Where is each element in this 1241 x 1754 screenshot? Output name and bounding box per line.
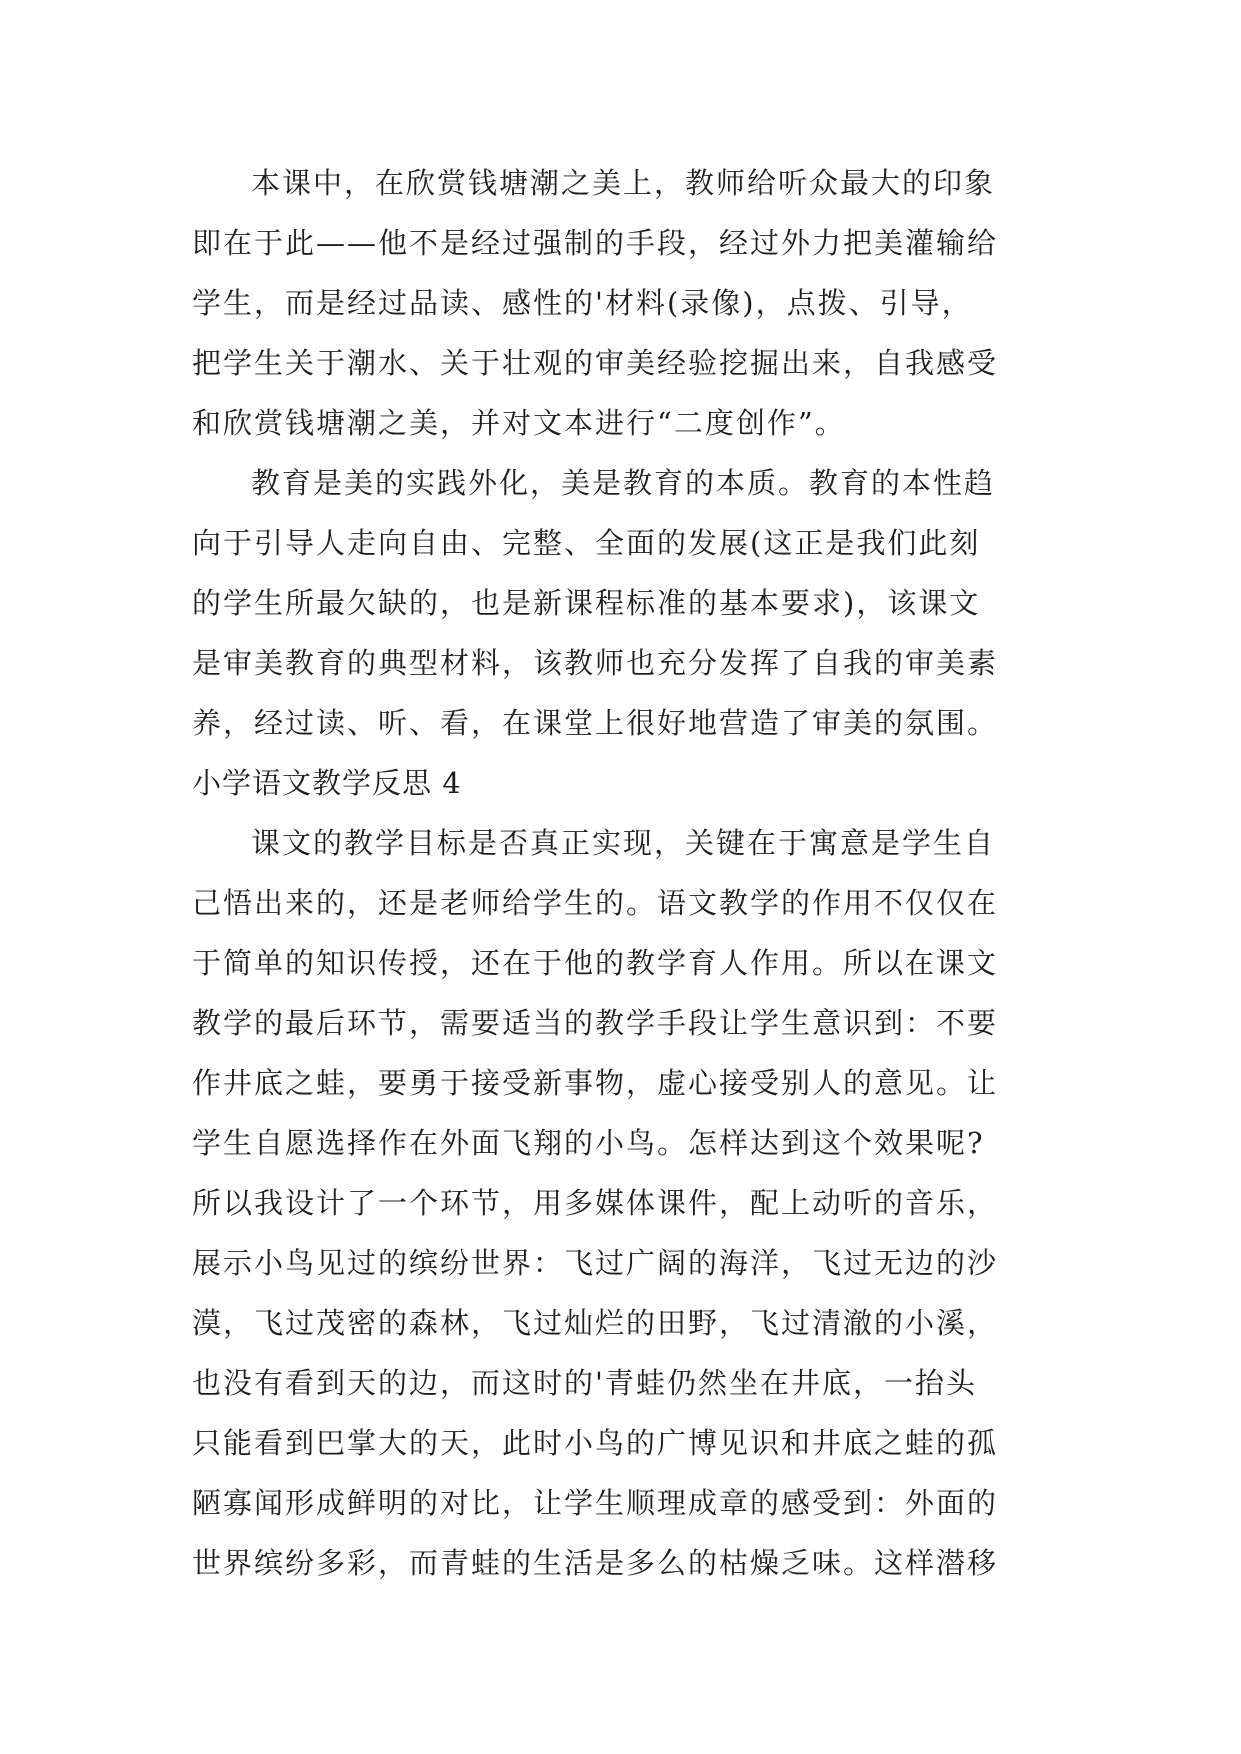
- paragraph-3-line-8: 展示小鸟见过的缤纷世界：飞过广阔的海洋，飞过无边的沙: [192, 1246, 999, 1280]
- paragraph-2-line-4: 是审美教育的典型材料，该教师也充分发挥了自我的审美素: [192, 646, 999, 680]
- paragraph-2-line-1: 教育是美的实践外化，美是教育的本质。教育的本性趋: [251, 466, 996, 500]
- paragraph-3-line-3: 于简单的知识传授，还在于他的教学育人作用。所以在课文: [192, 946, 999, 980]
- paragraph-1-line-2: 即在于此——他不是经过强制的手段，经过外力把美灌输给: [192, 226, 999, 260]
- paragraph-2-line-3: 的学生所最欠缺的，也是新课程标准的基本要求)，该课文: [192, 586, 981, 620]
- paragraph-1-line-4: 把学生关于潮水、关于壮观的审美经验挖掘出来，自我感受: [192, 346, 999, 380]
- paragraph-3-line-9: 漠，飞过茂密的森林，飞过灿烂的田野，飞过清澈的小溪，: [192, 1306, 999, 1340]
- paragraph-3-line-10: 也没有看到天的边，而这时的'青蛙仍然坐在井底，一抬头: [192, 1366, 977, 1400]
- paragraph-1-line-3: 学生，而是经过品读、感性的'材料(录像)，点拨、引导，: [192, 286, 973, 320]
- paragraph-3-line-2: 己悟出来的，还是老师给学生的。语文教学的作用不仅仅在: [192, 886, 999, 920]
- paragraph-3-line-5: 作井底之蛙，要勇于接受新事物，虚心接受别人的意见。让: [192, 1066, 999, 1100]
- paragraph-1-line-5: 和欣赏钱塘潮之美，并对文本进行“二度创作”。: [192, 406, 846, 440]
- paragraph-2-line-5: 养，经过读、听、看，在课堂上很好地营造了审美的氛围。: [192, 706, 999, 740]
- paragraph-3-line-1: 课文的教学目标是否真正实现，关键在于寓意是学生自: [251, 826, 996, 860]
- paragraph-2-line-2: 向于引导人走向自由、完整、全面的发展(这正是我们此刻: [192, 526, 981, 560]
- paragraph-3-line-4: 教学的最后环节，需要适当的教学手段让学生意识到：不要: [192, 1006, 999, 1040]
- paragraph-3-line-6: 学生自愿选择作在外面飞翔的小鸟。怎样达到这个效果呢?: [192, 1126, 985, 1160]
- paragraph-3-line-13: 世界缤纷多彩，而青蛙的生活是多么的枯燥乏味。这样潜移: [192, 1546, 999, 1580]
- paragraph-3-line-7: 所以我设计了一个环节，用多媒体课件，配上动听的音乐，: [192, 1186, 999, 1220]
- paragraph-1-line-1: 本课中，在欣赏钱塘潮之美上，教师给听众最大的印象: [251, 166, 996, 200]
- section-heading: 小学语文教学反思 4: [192, 766, 462, 800]
- paragraph-3-line-12: 陋寡闻形成鲜明的对比，让学生顺理成章的感受到：外面的: [192, 1486, 999, 1520]
- paragraph-3-line-11: 只能看到巴掌大的天，此时小鸟的广博见识和井底之蛙的孤: [192, 1426, 999, 1460]
